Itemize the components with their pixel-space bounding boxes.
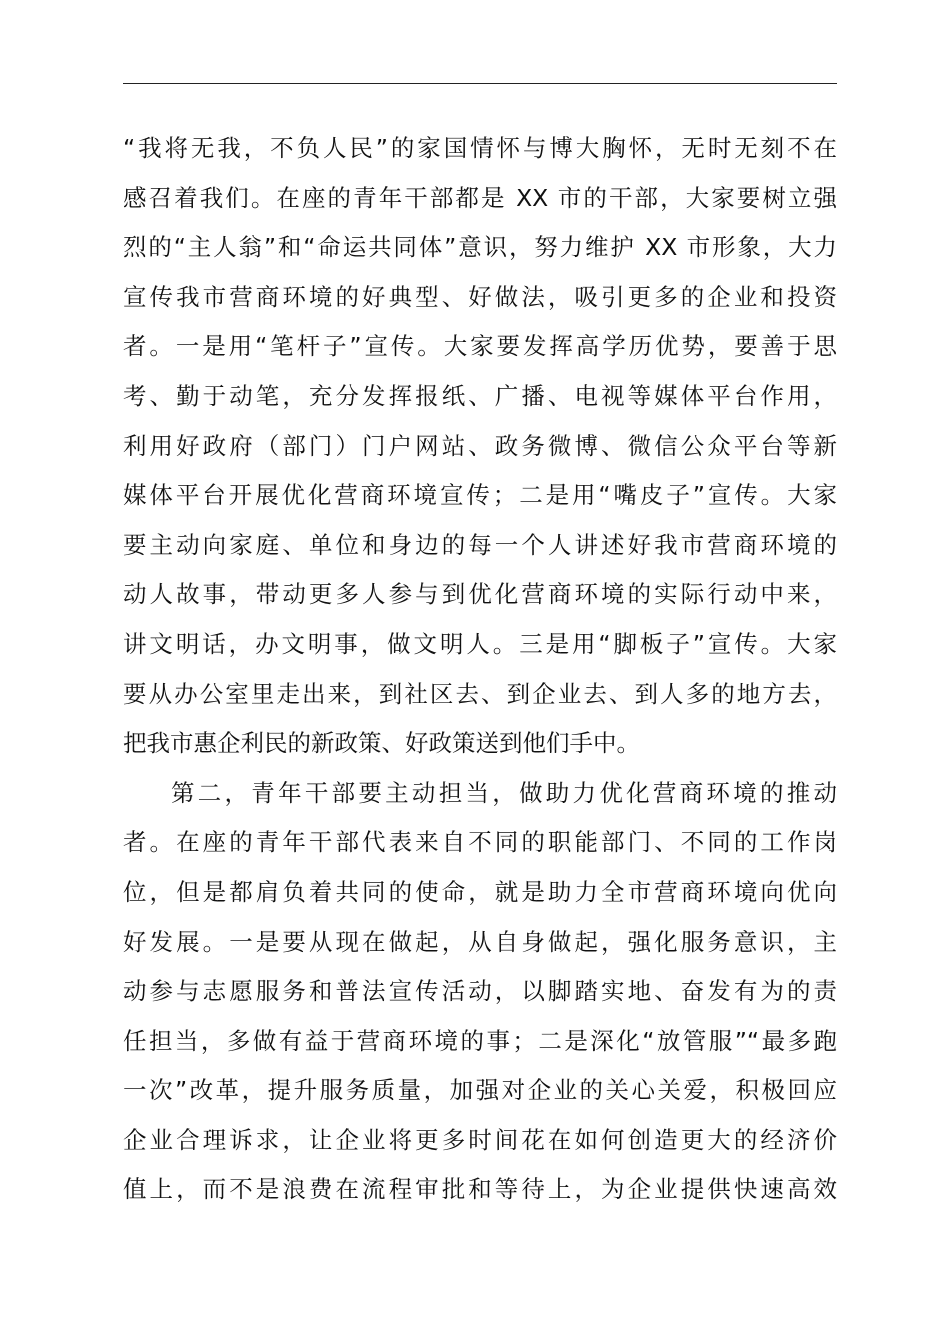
paragraph-1 [123, 124, 837, 769]
paragraph-2 [123, 769, 837, 1215]
document-body [123, 124, 837, 1215]
text-line: 媒体平台开展优化营商环境宣传；二是用“嘴皮子”宣传。大家 [123, 481, 837, 510]
text-line: 宣传我市营商环境的好典型、好做法，吸引更多的企业和投资 [123, 282, 837, 311]
header-rule [123, 83, 837, 84]
text-line: 第二，青年干部要主动担当，做助力优化营商环境的推动 [171, 778, 837, 807]
text-line: 位，但是都肩负着共同的使命，就是助力全市营商环境向优向 [123, 877, 837, 906]
text-line: 要主动向家庭、单位和身边的每一个人讲述好我市营商环境的 [123, 530, 837, 559]
text-line: 值上，而不是浪费在流程审批和等待上，为企业提供快速高效 [123, 1175, 837, 1204]
text-line: 感召着我们。在座的青年干部都是 XX 市的干部，大家要树立强 [123, 183, 837, 212]
text-line: 者。在座的青年干部代表来自不同的职能部门、不同的工作岗 [123, 828, 837, 857]
text-line: “我将无我，不负人民”的家国情怀与博大胸怀，无时无刻不在 [123, 134, 837, 162]
text-line: 好发展。一是要从现在做起，从自身做起，强化服务意识，主 [123, 927, 837, 956]
text-line: 考、勤于动笔，充分发挥报纸、广播、电视等媒体平台作用， [123, 381, 837, 410]
text-line: 烈的“主人翁”和“命运共同体”意识，努力维护 XX 市形象，大力 [123, 233, 837, 262]
text-line: 讲文明话，办文明事，做文明人。三是用“脚板子”宣传。大家 [123, 629, 837, 658]
text-line: 把我市惠企利民的新政策、好政策送到他们手中。 [123, 729, 640, 758]
text-line: 利用好政府（部门）门户网站、政务微博、微信公众平台等新 [123, 431, 837, 460]
text-line: 动参与志愿服务和普法宣传活动，以脚踏实地、奋发有为的责 [123, 977, 837, 1006]
text-line: 要从办公室里走出来，到社区去、到企业去、到人多的地方去， [123, 679, 837, 708]
text-line: 动人故事，带动更多人参与到优化营商环境的实际行动中来， [123, 580, 837, 609]
text-line: 任担当，多做有益于营商环境的事；二是深化“放管服”“最多跑 [123, 1026, 837, 1055]
text-line: 企业合理诉求，让企业将更多时间花在如何创造更大的经济价 [123, 1125, 837, 1154]
text-line: 一次”改革，提升服务质量，加强对企业的关心关爱，积极回应 [123, 1076, 837, 1105]
text-line: 者。一是用“笔杆子”宣传。大家要发挥高学历优势，要善于思 [123, 332, 837, 361]
